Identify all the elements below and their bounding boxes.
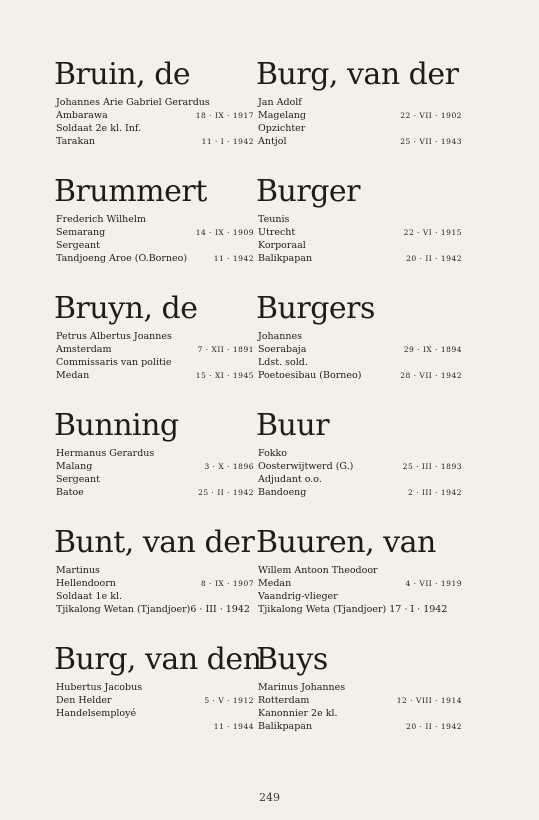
surname: Buur — [256, 408, 330, 443]
birth-line — [258, 109, 464, 122]
given-names-line — [258, 564, 464, 577]
name-entry — [56, 175, 256, 292]
rank-line — [258, 707, 464, 720]
death-place: Balikpapan — [258, 721, 313, 732]
birth-place: Semarang — [56, 227, 106, 238]
death-place: Tarakan — [56, 136, 96, 147]
death-date: 28 · VII · 1942 — [400, 371, 462, 380]
death-date: 25 · VII · 1943 — [400, 137, 462, 146]
birth-date: 29 · IX · 1894 — [403, 345, 462, 354]
surname: Bruyn, de — [54, 291, 198, 326]
death-date: 11 · 1942 — [213, 254, 254, 263]
given-names: Johannes Arie Gabriel Gerardus — [56, 97, 210, 108]
death-place: Antjol — [258, 136, 287, 147]
death-place: Poetoesibau (Borneo) — [258, 370, 362, 381]
given-names-line — [56, 213, 256, 226]
birth-place: Medan — [258, 578, 292, 589]
birth-line — [258, 460, 464, 473]
death-line — [258, 603, 464, 616]
given-names-line — [258, 330, 464, 343]
given-names-line — [258, 96, 464, 109]
death-date — [254, 603, 256, 616]
rank: Vaandrig-vlieger — [258, 591, 338, 602]
death-date: 20 · II · 1942 — [406, 722, 462, 731]
rank-line — [56, 473, 256, 486]
birth-date: 14 · IX · 1909 — [195, 228, 254, 237]
death-date: 11 · 1944 — [213, 722, 254, 731]
name-entry — [56, 409, 256, 526]
death-line — [56, 369, 256, 382]
rank-line — [258, 239, 464, 252]
death-place: Tjikalong Wetan (Tjandjoer)6 · III · 1942 — [56, 604, 250, 615]
death-place: Medan — [56, 370, 90, 381]
birth-place: Oosterwijtwerd (G.) — [258, 461, 354, 472]
surname: Burg, van den — [54, 642, 262, 677]
birth-line — [56, 694, 256, 707]
birth-date: 22 · VII · 1902 — [400, 111, 462, 120]
death-date: 25 · II · 1942 — [198, 488, 254, 497]
birth-line — [258, 226, 464, 239]
rank-line — [258, 473, 464, 486]
given-names: Petrus Albertus Joannes — [56, 331, 172, 342]
name-entry — [56, 526, 256, 643]
rank: Soldaat 2e kl. Inf. — [56, 123, 142, 134]
given-names: Teunis — [258, 214, 290, 225]
surname: Brummert — [54, 174, 207, 209]
rank: Ldst. sold. — [258, 357, 308, 368]
death-place: Tjikalong Weta (Tjandjoer) 17 · I · 1942 — [258, 604, 448, 615]
rank: Adjudant o.o. — [258, 474, 322, 485]
death-line — [56, 486, 256, 499]
name-entry — [56, 58, 256, 175]
birth-place: Amsterdam — [56, 344, 112, 355]
birth-line — [56, 109, 256, 122]
given-names: Willem Antoon Theodoor — [258, 565, 378, 576]
given-names-line — [258, 213, 464, 226]
death-date: 20 · II · 1942 — [406, 254, 462, 263]
surname: Bunt, van der — [54, 525, 255, 560]
name-entry — [258, 643, 464, 760]
surname: Bunning — [54, 408, 179, 443]
rank: Sergeant — [56, 240, 100, 251]
birth-place: Soerabaja — [258, 344, 307, 355]
death-place: Balikpapan — [258, 253, 313, 264]
death-date: 2 · III · 1942 — [407, 488, 462, 497]
surname: Burger — [256, 174, 361, 209]
birth-place: Magelang — [258, 110, 306, 121]
birth-place: Malang — [56, 461, 93, 472]
given-names-line — [56, 330, 256, 343]
birth-date: 3 · X · 1896 — [204, 462, 254, 471]
birth-place: Utrecht — [258, 227, 296, 238]
name-entry — [258, 292, 464, 409]
death-line — [258, 252, 464, 265]
given-names: Johannes — [258, 331, 303, 342]
given-names: Fokko — [258, 448, 288, 459]
given-names-line — [258, 447, 464, 460]
surname: Burg, van der — [256, 57, 459, 92]
death-line — [258, 720, 464, 733]
given-names: Hubertus Jacobus — [56, 682, 143, 693]
rank: Handelsemployé — [56, 708, 137, 719]
rank-line — [56, 356, 256, 369]
given-names-line — [56, 681, 256, 694]
death-date: 15 · XI · 1945 — [195, 371, 254, 380]
name-entry — [258, 526, 464, 643]
name-entry — [258, 58, 464, 175]
rank: Opzichter — [258, 123, 306, 134]
right-column — [258, 58, 464, 760]
rank: Kanonnier 2e kl. — [258, 708, 338, 719]
death-line — [258, 369, 464, 382]
name-entry — [258, 409, 464, 526]
birth-place: Ambarawa — [56, 110, 108, 121]
birth-place: Rotterdam — [258, 695, 310, 706]
left-column — [54, 57, 262, 760]
birth-place: Hellendoorn — [56, 578, 116, 589]
birth-line — [56, 226, 256, 239]
page-number: 249 — [259, 791, 280, 804]
birth-date: 25 · III · 1893 — [402, 462, 462, 471]
death-place: Tandjoeng Aroe (O.Borneo) — [56, 253, 188, 264]
rank: Sergeant — [56, 474, 100, 485]
rank-line — [56, 239, 256, 252]
death-date: 11 · I · 1942 — [201, 137, 254, 146]
birth-date: 5 · V · 1912 — [204, 696, 254, 705]
rank-line — [56, 122, 256, 135]
birth-date: 8 · IX · 1907 — [201, 579, 254, 588]
rank-line — [258, 122, 464, 135]
surname: Burgers — [256, 291, 375, 326]
given-names-line — [56, 447, 256, 460]
birth-place: Den Helder — [56, 695, 112, 706]
rank-line — [56, 590, 256, 603]
given-names-line — [258, 681, 464, 694]
death-line — [258, 135, 464, 148]
rank: Soldaat 1e kl. — [56, 591, 123, 602]
given-names-line — [56, 96, 256, 109]
death-place: Batoe — [56, 487, 84, 498]
birth-line — [258, 343, 464, 356]
given-names: Jan Adolf — [258, 97, 302, 108]
birth-line — [56, 343, 256, 356]
birth-line — [258, 694, 464, 707]
birth-date: 22 · VI · 1915 — [403, 228, 462, 237]
surname: Bruin, de — [54, 57, 191, 92]
given-names: Martinus — [56, 565, 100, 576]
name-entry — [258, 175, 464, 292]
name-entry — [54, 642, 262, 760]
birth-date: 18 · IX · 1917 — [195, 111, 254, 120]
birth-line — [56, 460, 256, 473]
rank: Korporaal — [258, 240, 306, 251]
death-line — [56, 252, 256, 265]
death-date — [462, 603, 464, 616]
given-names: Hermanus Gerardus — [56, 448, 155, 459]
death-line — [258, 486, 464, 499]
death-line — [56, 720, 256, 733]
birth-date: 4 · VII · 1919 — [405, 579, 462, 588]
birth-date: 7 · XII · 1891 — [197, 345, 254, 354]
death-line — [56, 603, 256, 616]
given-names: Marinus Johannes — [258, 682, 346, 693]
birth-line — [258, 577, 464, 590]
rank-line — [56, 707, 256, 720]
rank: Commissaris van politie — [56, 357, 172, 368]
surname: Buys — [256, 642, 328, 677]
name-entry — [56, 292, 256, 409]
given-names: Frederich Wilhelm — [56, 214, 146, 225]
birth-line — [56, 577, 256, 590]
death-place: Bandoeng — [258, 487, 307, 498]
rank-line — [258, 356, 464, 369]
death-line — [56, 135, 256, 148]
given-names-line — [56, 564, 256, 577]
surname: Buuren, van — [256, 525, 436, 560]
rank-line — [258, 590, 464, 603]
birth-date: 12 · VIII · 1914 — [396, 696, 462, 705]
